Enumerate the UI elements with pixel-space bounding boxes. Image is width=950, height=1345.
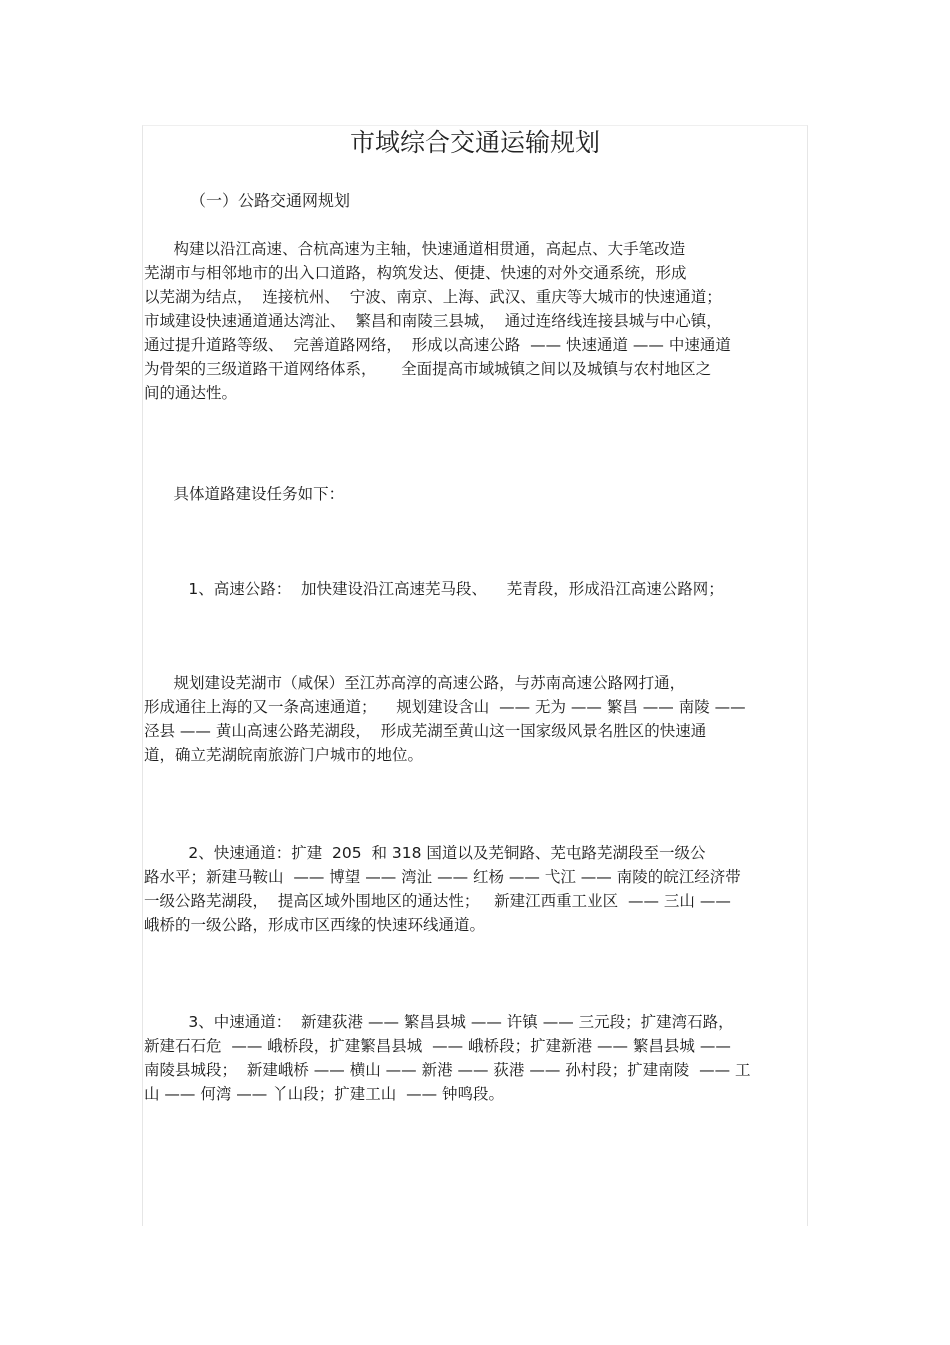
text-line: 为骨架的三级道路干道网络体系， 全面提高市域城镇之间以及城镇与农村地区之 (144, 360, 712, 378)
section-heading: （一）公路交通网规划 (190, 191, 351, 210)
paragraph-overview (144, 237, 808, 405)
text-line: 3、中速通道： 新建荻港 —— 繁昌县城 —— 许镇 —— 三元段；扩建湾石路， (144, 1013, 734, 1031)
text-line: 山 —— 何湾 —— 丫山段；扩建工山 —— 钟鸣段。 (144, 1085, 504, 1103)
text-line: 道，确立芜湖皖南旅游门户城市的地位。 (144, 746, 424, 764)
document-title: 市域综合交通运输规划 (349, 128, 600, 157)
text-line: 规划建设芜湖市（咸保）至江苏高淳的高速公路，与苏南高速公路网打通， (144, 674, 686, 692)
paragraph-medium-channel (144, 1010, 808, 1106)
text-line: 间的通达性。 (144, 384, 238, 402)
text-line: 以芜湖为结点， 连接杭州、 宁波、南京、上海、武汉、重庆等大城市的快速通道； (144, 288, 722, 306)
text-line: 具体道路建设任务如下： (144, 485, 345, 503)
text-line: 芜湖市与相邻地市的出入口道路，构筑发达、便捷、快速的对外交通系统，形成 (144, 264, 687, 282)
text-line: 1、高速公路： 加快建设沿江高速芜马段、 芜青段，形成沿江高速公路网； (144, 580, 724, 598)
text-line: 市域建设快速通道通达湾沚、 繁昌和南陵三县城， 通过连络线连接县城与中心镇， (144, 312, 722, 330)
text-line: 通过提升道路等级、 完善道路网络， 形成以高速公路 —— 快速通道 —— 中速通道 (144, 336, 731, 354)
paragraph-task-intro (144, 482, 808, 506)
text-line: 南陵县城段； 新建峨桥 —— 横山 —— 新港 —— 荻港 —— 孙村段；扩建南陵 —— 工 (144, 1061, 751, 1079)
text-line: 泾县 —— 黄山高速公路芜湖段， 形成芜湖至黄山这一国家级风景名胜区的快速通 (144, 722, 707, 740)
text-line: 新建石石危 —— 峨桥段，扩建繁昌县城 —— 峨桥段；扩建新港 —— 繁昌县城 —— (144, 1037, 731, 1055)
text-line: 一级公路芜湖段， 提高区域外围地区的通达性； 新建江西重工业区 —— 三山 —— (144, 892, 731, 910)
paragraph-expressway-plan (144, 671, 808, 767)
paragraph-fast-channel (144, 841, 808, 937)
text-line: 2、快速通道：扩建 205 和 318 国道以及芜铜路、芜屯路芜湖段至一级公 (144, 844, 706, 862)
text-line: 峨桥的一级公路，形成市区西缘的快速环线通道。 (144, 916, 486, 934)
text-line: 形成通往上海的又一条高速通道； 规划建设含山 —— 无为 —— 繁昌 —— 南陵 —— (144, 698, 746, 716)
paragraph-expressway (144, 577, 808, 601)
text-line: 构建以沿江高速、合杭高速为主轴，快速通道相贯通，高起点、大手笔改造 (144, 240, 686, 258)
text-line: 路水平；新建马鞍山 —— 博望 —— 湾沚 —— 红杨 —— 弋江 —— 南陵的皖江经济带 (144, 868, 741, 886)
